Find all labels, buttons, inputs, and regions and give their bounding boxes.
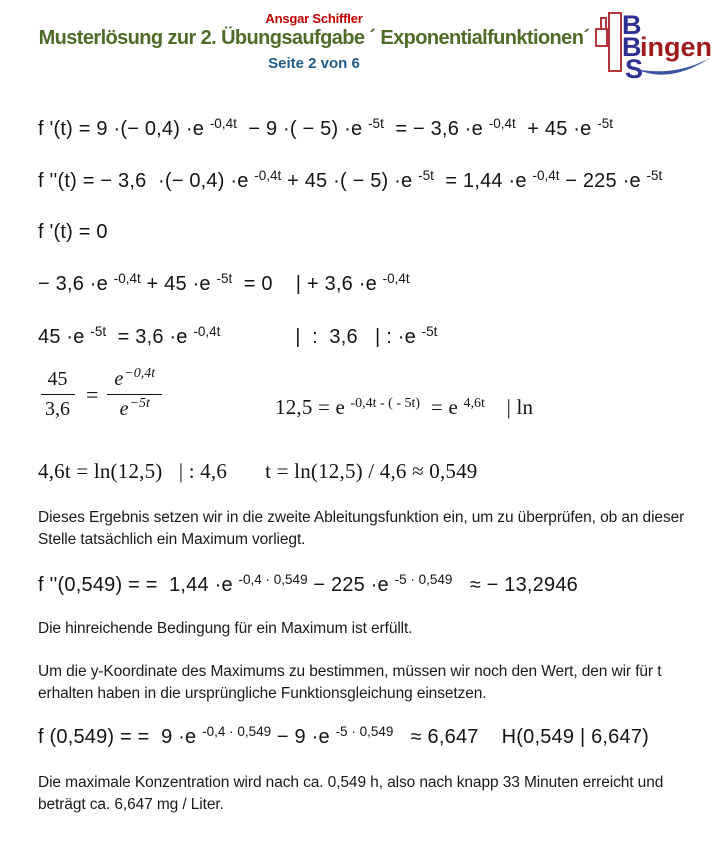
equation-set-zero: f '(t) = 0	[38, 221, 108, 243]
fraction-numerator	[107, 368, 162, 395]
fraction-lhs	[38, 368, 77, 421]
equation-second-derivative-value: f ''(0,549) = = 1,44 ·e $^{-0,4 \cdot 0,549}$ − 225 ·e $^{-5 \cdot 0,549}$ ≈ − 13,2946	[38, 572, 578, 596]
fraction-rhs	[107, 368, 162, 421]
bbs-bingen-logo	[586, 5, 716, 85]
logo-text-ingen: ingen	[640, 32, 712, 62]
equation-ln: 4,6t = ln(12,5) | : 4,6 t = ln(12,5) / 4,6 ≈ 0,549	[38, 459, 478, 483]
author-name: Ansgar Schiffler	[265, 11, 363, 26]
paragraph-check-maximum: Dieses Ergebnis setzen wir in die zweite Ableitungsfunktion ein, um zu überprüfen, ob an dieser Stelle tatsächlich ein Maximum vorliegt.	[38, 509, 685, 548]
equation-second-derivative: f ''(t) = − 3,6 ·(− 0,4) ·e $^{-0,4t}$ + 45 ·( − 5) ·e $^{-5t}$ = 1,44 ·e $^{-0,4t}$ − 225 ·e $^{-5t}$	[38, 168, 663, 192]
equation-12-5: 12,5 = e $^{-0,4t - ( - 5t)}$ = e $^{4,6t}$ | ln	[275, 395, 534, 419]
euler-e: e	[119, 398, 129, 420]
logo-letter-b2: B	[622, 32, 642, 62]
euler-e: e	[114, 368, 124, 390]
logo-letter-b1: B	[622, 10, 642, 40]
equation-first-derivative: f '(t) = 9 ·(− 0,4) ·e $^{-0,4t}$ − 9 ·( − 5) ·e $^{-5t}$ = − 3,6 ·e $^{-0,4t}$ + 45 ·e $^{-5t}$	[38, 116, 613, 140]
logo-letter-s: S	[625, 54, 644, 84]
fraction-denominator	[113, 395, 157, 421]
equation-function-value: f (0,549) = = 9 ·e $^{-0,4 \cdot 0,549}$ − 9 ·e $^{-5 \cdot 0,549}$ ≈ 6,647 H(0,549 | 6,647)	[38, 724, 650, 748]
page-number: Seite 2 von 6	[268, 55, 360, 72]
equation-rearrange-1: − 3,6 ·e $^{-0,4t}$ + 45 ·e $^{-5t}$ = 0 | + 3,6 ·e $^{-0,4t}$	[38, 271, 410, 295]
paragraph-y-coordinate: Um die y-Koordinate des Maximums zu bestimmen, müssen wir noch den Wert, den wir für t erhalten haben in die ursprüngliche Funktionsgleichung einsetzen.	[38, 663, 662, 702]
school-logo-icon	[586, 5, 716, 85]
equals-sign: =	[86, 381, 99, 407]
fraction-numerator: 45	[41, 368, 75, 395]
page-title: Musterlösung zur 2. Übungsaufgabe ´ Exponentialfunktionen´	[38, 27, 590, 49]
paragraph-conclusion: Die maximale Konzentration wird nach ca. 0,549 h, also nach knapp 33 Minuten erreicht und beträgt ca. 6,647 mg / Liter.	[38, 774, 664, 813]
equation-rearrange-2: 45 ·e $^{-5t}$ = 3,6 ·e $^{-0,4t}$ | : 3,6 | : ·e $^{-5t}$	[38, 324, 438, 348]
equation-fraction	[38, 368, 162, 421]
exponent: −5t	[129, 396, 150, 411]
exponent: −0,4t	[124, 366, 156, 381]
paragraph-condition-fulfilled: Die hinreichende Bedingung für ein Maximum ist erfüllt.	[38, 620, 413, 637]
fraction-denominator: 3,6	[45, 398, 70, 420]
